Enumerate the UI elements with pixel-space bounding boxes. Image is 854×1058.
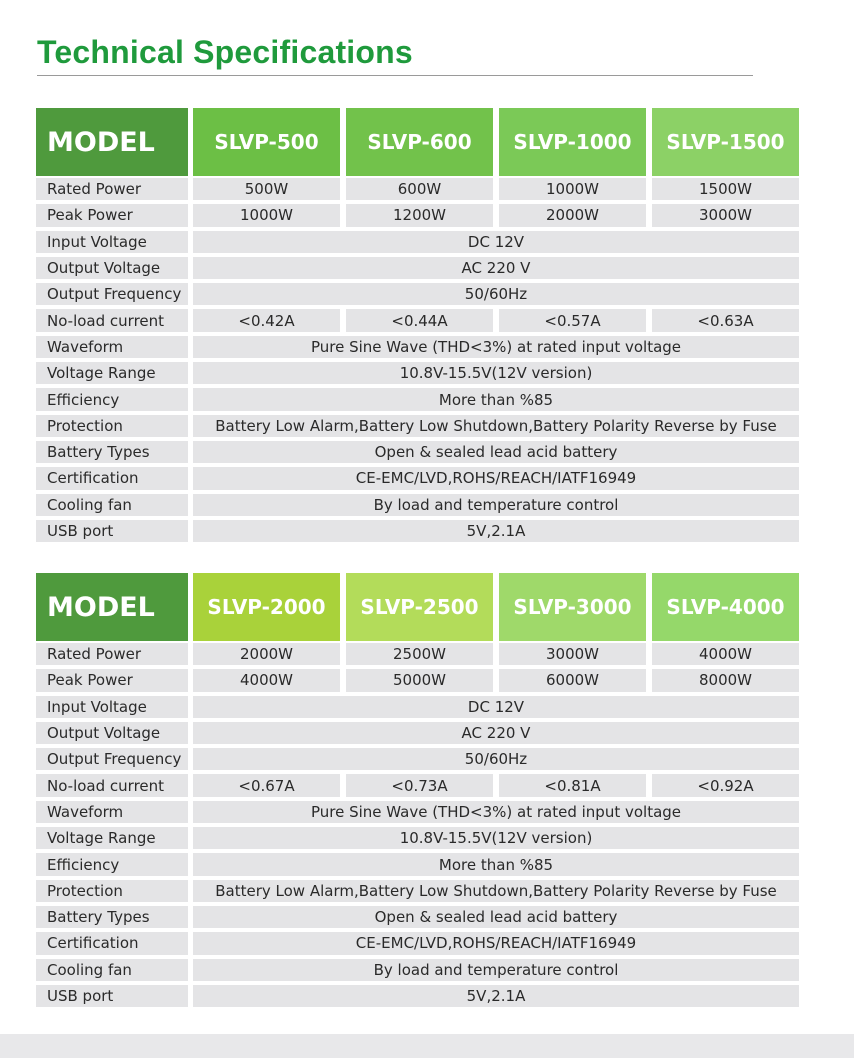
model-name-header: SLVP-600 xyxy=(346,108,493,176)
spec-value-shared: Open & sealed lead acid battery xyxy=(193,906,799,928)
table-row xyxy=(36,202,799,228)
spec-value: <0.63A xyxy=(652,309,799,331)
spec-value-shared: Pure Sine Wave (THD<3%) at rated input voltage xyxy=(193,336,799,358)
table-row xyxy=(36,360,799,386)
spec-value: 3000W xyxy=(499,643,646,665)
model-name-header: SLVP-1000 xyxy=(499,108,646,176)
model-name-header: SLVP-1500 xyxy=(652,108,799,176)
table-row xyxy=(36,492,799,518)
spec-value-shared: By load and temperature control xyxy=(193,494,799,516)
spec-value-shared: 50/60Hz xyxy=(193,283,799,305)
model-name-header: SLVP-2500 xyxy=(346,573,493,641)
table-row xyxy=(36,694,799,720)
spec-label: Output Voltage xyxy=(36,257,188,279)
spec-label: Rated Power xyxy=(36,643,188,665)
table-row xyxy=(36,930,799,956)
spec-value: <0.42A xyxy=(193,309,340,331)
table-header-row xyxy=(36,108,799,176)
spec-label: Efficiency xyxy=(36,388,188,410)
spec-label: Battery Types xyxy=(36,441,188,463)
spec-value: 2500W xyxy=(346,643,493,665)
spec-label: Voltage Range xyxy=(36,362,188,384)
spec-value: 3000W xyxy=(652,204,799,226)
spec-label: Protection xyxy=(36,415,188,437)
spec-label: Battery Types xyxy=(36,906,188,928)
spec-value-shared: DC 12V xyxy=(193,696,799,718)
table-row xyxy=(36,878,799,904)
spec-label: No-load current xyxy=(36,309,188,331)
spec-label: Output Frequency xyxy=(36,748,188,770)
spec-label: Cooling fan xyxy=(36,494,188,516)
spec-value: 5000W xyxy=(346,669,493,691)
spec-value-shared: 10.8V-15.5V(12V version) xyxy=(193,827,799,849)
spec-value-shared: CE-EMC/LVD,ROHS/REACH/IATF16949 xyxy=(193,467,799,489)
spec-value: 6000W xyxy=(499,669,646,691)
spec-value-shared: More than %85 xyxy=(193,388,799,410)
table-row xyxy=(36,799,799,825)
spec-table-1 xyxy=(36,108,799,544)
spec-value: 1500W xyxy=(652,178,799,200)
page-title: Technical Specifications xyxy=(37,34,413,70)
spec-label: Efficiency xyxy=(36,853,188,875)
spec-value-shared: CE-EMC/LVD,ROHS/REACH/IATF16949 xyxy=(193,932,799,954)
spec-value-shared: Open & sealed lead acid battery xyxy=(193,441,799,463)
spec-value: 8000W xyxy=(652,669,799,691)
spec-value-shared: AC 220 V xyxy=(193,722,799,744)
table-row xyxy=(36,439,799,465)
table-row xyxy=(36,825,799,851)
spec-value-shared: By load and temperature control xyxy=(193,959,799,981)
spec-label: Rated Power xyxy=(36,178,188,200)
spec-label: Input Voltage xyxy=(36,231,188,253)
model-header-label: MODEL xyxy=(36,108,188,176)
spec-value: 600W xyxy=(346,178,493,200)
spec-value: <0.73A xyxy=(346,774,493,796)
spec-table-2 xyxy=(36,573,799,1009)
footer-bar xyxy=(0,1034,854,1058)
table-row xyxy=(36,281,799,307)
model-name-header: SLVP-3000 xyxy=(499,573,646,641)
spec-label: Waveform xyxy=(36,336,188,358)
spec-value: 4000W xyxy=(652,643,799,665)
spec-label: Voltage Range xyxy=(36,827,188,849)
spec-value: <0.57A xyxy=(499,309,646,331)
table-row xyxy=(36,720,799,746)
table-row xyxy=(36,334,799,360)
model-name-header: SLVP-500 xyxy=(193,108,340,176)
table-row xyxy=(36,176,799,202)
spec-value-shared: 50/60Hz xyxy=(193,748,799,770)
table-row xyxy=(36,904,799,930)
spec-label: Certification xyxy=(36,467,188,489)
spec-value-shared: 5V,2.1A xyxy=(193,985,799,1007)
spec-value-shared: 10.8V-15.5V(12V version) xyxy=(193,362,799,384)
spec-value-shared: Pure Sine Wave (THD<3%) at rated input voltage xyxy=(193,801,799,823)
model-header-label: MODEL xyxy=(36,573,188,641)
spec-label: Protection xyxy=(36,880,188,902)
table-header-row xyxy=(36,573,799,641)
spec-value-shared: More than %85 xyxy=(193,853,799,875)
spec-value: 1000W xyxy=(499,178,646,200)
model-name-header: SLVP-2000 xyxy=(193,573,340,641)
spec-value: <0.44A xyxy=(346,309,493,331)
spec-value-shared: DC 12V xyxy=(193,231,799,253)
spec-value: 1200W xyxy=(346,204,493,226)
table-row xyxy=(36,957,799,983)
title-divider xyxy=(37,75,753,76)
table-row xyxy=(36,255,799,281)
table-row xyxy=(36,983,799,1009)
table-row xyxy=(36,851,799,877)
spec-value-shared: Battery Low Alarm,Battery Low Shutdown,Battery Polarity Reverse by Fuse xyxy=(193,880,799,902)
spec-value: <0.81A xyxy=(499,774,646,796)
table-row xyxy=(36,641,799,667)
spec-label: No-load current xyxy=(36,774,188,796)
spec-value-shared: AC 220 V xyxy=(193,257,799,279)
spec-label: Output Voltage xyxy=(36,722,188,744)
table-row xyxy=(36,746,799,772)
table-row xyxy=(36,386,799,412)
table-row xyxy=(36,229,799,255)
spec-label: Peak Power xyxy=(36,204,188,226)
spec-label: USB port xyxy=(36,985,188,1007)
spec-value: 500W xyxy=(193,178,340,200)
table-row xyxy=(36,518,799,544)
spec-label: Output Frequency xyxy=(36,283,188,305)
spec-value: <0.92A xyxy=(652,774,799,796)
spec-value: <0.67A xyxy=(193,774,340,796)
spec-label: Peak Power xyxy=(36,669,188,691)
spec-value-shared: 5V,2.1A xyxy=(193,520,799,542)
spec-label: Cooling fan xyxy=(36,959,188,981)
table-row xyxy=(36,413,799,439)
spec-label: Waveform xyxy=(36,801,188,823)
spec-value: 2000W xyxy=(499,204,646,226)
table-row xyxy=(36,667,799,693)
spec-label: Certification xyxy=(36,932,188,954)
table-row xyxy=(36,307,799,333)
spec-label: USB port xyxy=(36,520,188,542)
spec-value: 2000W xyxy=(193,643,340,665)
model-name-header: SLVP-4000 xyxy=(652,573,799,641)
table-row xyxy=(36,465,799,491)
spec-label: Input Voltage xyxy=(36,696,188,718)
spec-value-shared: Battery Low Alarm,Battery Low Shutdown,Battery Polarity Reverse by Fuse xyxy=(193,415,799,437)
table-row xyxy=(36,772,799,798)
spec-value: 4000W xyxy=(193,669,340,691)
spec-value: 1000W xyxy=(193,204,340,226)
